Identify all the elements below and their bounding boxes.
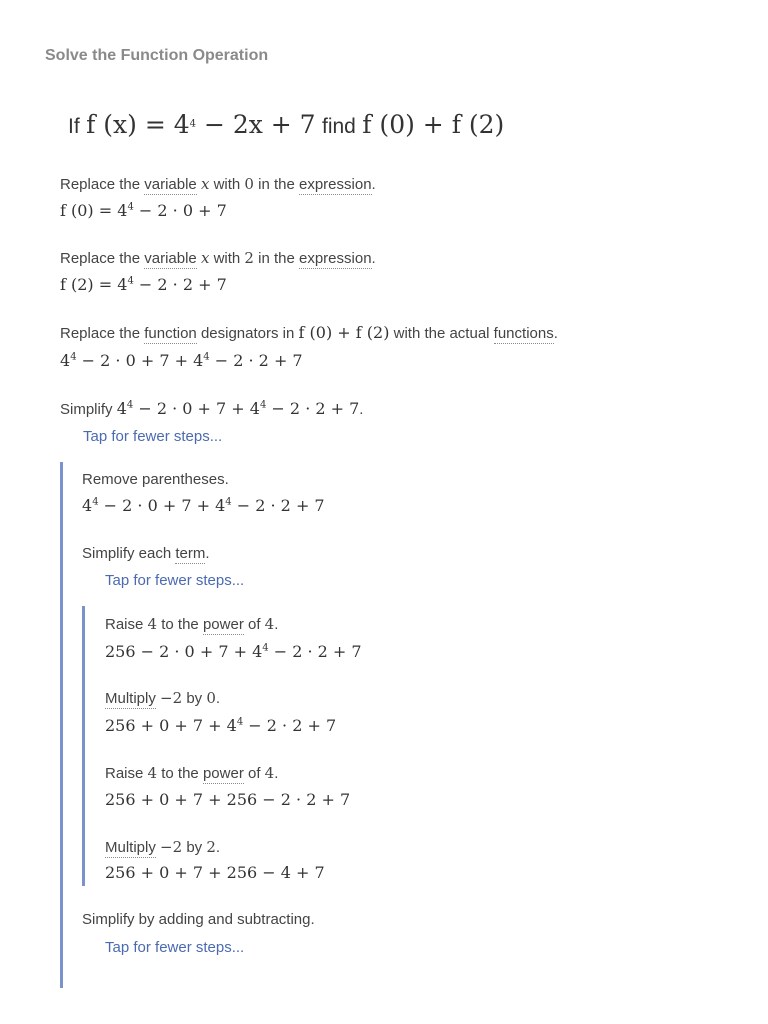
problem-if: If <box>68 115 80 138</box>
page-title: Solve the Function Operation <box>45 47 269 64</box>
tap-fewer-steps-button[interactable]: Tap for fewer steps... <box>83 428 223 445</box>
step-2-math: f $(2) = 4^4 - 2 \cdot 2 + 7$ <box>60 275 227 294</box>
term-link-multiply[interactable]: Multiply <box>105 690 156 707</box>
step-7-math: $256 - 2 \cdot 0 + 7 + 4^4 - 2 \cdot 2 + 7$ <box>105 642 362 661</box>
term-link-function[interactable]: function <box>144 325 197 342</box>
step-10-math: 256 + 0 + 7 + 256 − 4 + 7 <box>105 863 325 882</box>
step-7-description: Raise 4 to the power of 4. <box>105 615 279 633</box>
term-link-power[interactable]: power <box>202 765 244 782</box>
step-1-math: f $(0) = 4^4 - 2 \cdot 0 + 7$ <box>60 201 227 220</box>
term-link-variable[interactable]: variable <box>144 250 197 267</box>
step-3-description: Replace the function designators in f (0) + f (2) with the actual functions. <box>60 323 558 342</box>
tap-fewer-steps-button[interactable]: Tap for fewer steps... <box>105 572 245 589</box>
step-8-description: Multiply −2 by 0. <box>105 689 221 707</box>
problem-function: f $(x) = 4^4 - 2x + 7$ <box>86 110 316 139</box>
substeps-indicator-bar <box>60 462 63 988</box>
step-11-description: Simplify by adding and subtracting. <box>82 911 315 928</box>
step-2-description: Replace the variable x with 2 in the expression. <box>60 249 376 267</box>
step-1-description: Replace the variable x with 0 in the expression. <box>60 175 376 193</box>
substeps-indicator-bar <box>82 606 85 886</box>
step-8-math: $256 + 0 + 7 + 4^4 - 2 \cdot 2 + 7$ <box>105 716 337 735</box>
step-6-description: Simplify each term. <box>82 545 210 562</box>
term-link-term[interactable]: term <box>175 545 206 562</box>
term-link-functions[interactable]: functions <box>493 325 554 342</box>
step-3-math: $4^4 - 2 \cdot 0 + 7 + 4^4 - 2 \cdot 2 + 7$ <box>60 351 303 370</box>
problem-target: f (0) + f (2) <box>362 110 505 139</box>
step-4-description: Simplify $4^4 - 2 \cdot 0 + 7 + 4^4 - 2 \cdot 2 + 7$. <box>60 399 364 418</box>
step-10-description: Multiply −2 by 2. <box>105 838 221 856</box>
problem-statement <box>68 110 504 139</box>
step-9-description: Raise 4 to the power of 4. <box>105 764 279 782</box>
term-link-power[interactable]: power <box>202 616 244 633</box>
term-link-multiply[interactable]: Multiply <box>105 839 156 856</box>
problem-find: find <box>321 115 356 138</box>
tap-fewer-steps-button[interactable]: Tap for fewer steps... <box>105 939 245 956</box>
step-5-math: $4^4 - 2 \cdot 0 + 7 + 4^4 - 2 \cdot 2 + 7$ <box>82 496 325 515</box>
step-9-math: 256 + 0 + 7 + 256 − 2 · 2 + 7 <box>105 790 351 809</box>
step-5-description: Remove parentheses. <box>82 471 229 488</box>
term-link-expression[interactable]: expression <box>299 176 372 193</box>
term-link-expression[interactable]: expression <box>299 250 372 267</box>
term-link-variable[interactable]: variable <box>144 176 197 193</box>
